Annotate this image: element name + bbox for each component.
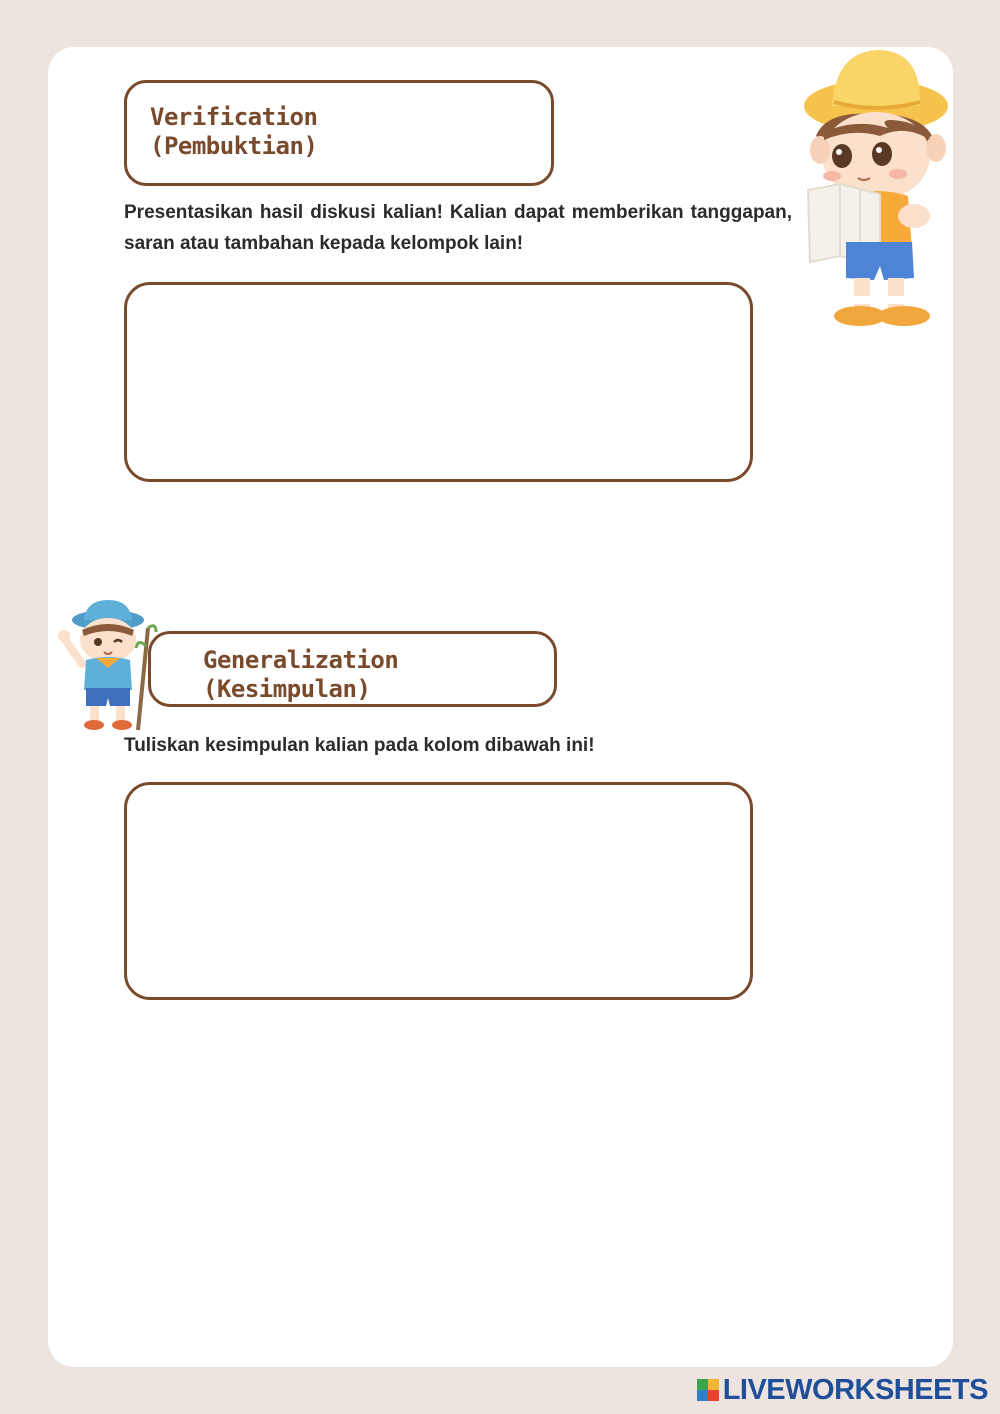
- generalization-subtitle: (Kesimpulan): [203, 675, 371, 703]
- generalization-title: Generalization: [203, 646, 399, 674]
- generalization-answer-box[interactable]: [124, 782, 753, 1000]
- verification-title-box: [124, 80, 554, 186]
- generalization-instruction: Tuliskan kesimpulan kalian pada kolom dibawah ini!: [124, 735, 595, 756]
- verification-instruction: Presentasikan hasil diskusi kalian! Kalian dapat memberikan tanggapan, saran atau tambahan kepada kelompok lain!: [124, 202, 792, 254]
- liveworksheets-brand-text: LIVEWORKSHEETS: [722, 1373, 988, 1406]
- liveworksheets-brand: [697, 1374, 988, 1406]
- generalization-title-box: [148, 631, 557, 707]
- verification-subtitle: (Pembuktian): [150, 132, 318, 160]
- liveworksheets-logo-icon: [697, 1379, 719, 1401]
- verification-title: Verification: [150, 103, 318, 131]
- verification-answer-box[interactable]: [124, 282, 753, 482]
- boy-waving-icon: [56, 598, 160, 734]
- boy-reading-map-icon: [796, 44, 952, 330]
